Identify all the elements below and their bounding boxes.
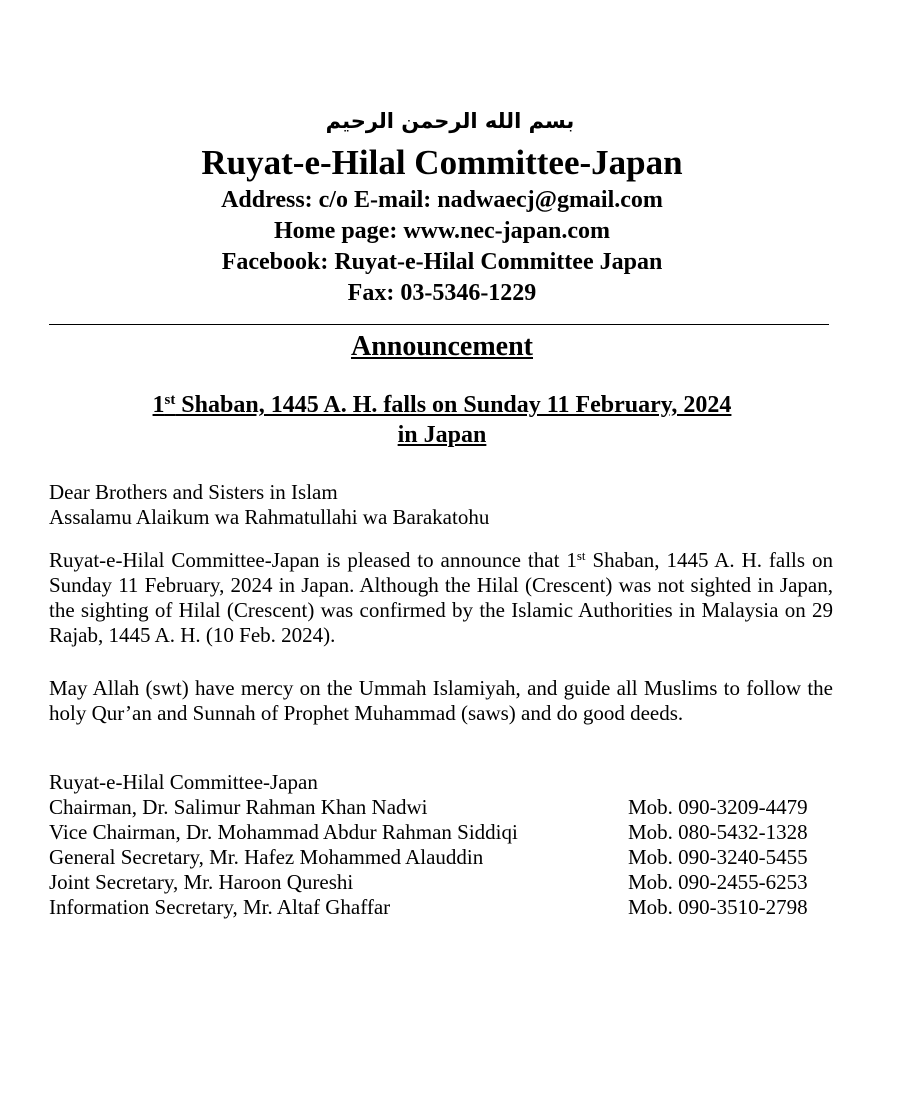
paragraph-rest: Shaban, 1445 A. H. falls on Sunday 11 February, 2024 in Japan. Although the Hilal (Crescent) was not sighted in Japan, the sighting of Hilal (Crescent) was confirmed by the Islamic Authorities in Malaysia on 29 Rajab, 1445 A. H. (10 Feb. 2024).: [49, 548, 833, 647]
date-heading-rest: Shaban, 1445 A. H. falls on Sunday 11 February, 2024: [175, 392, 732, 418]
member-role: General Secretary, Mr. Hafez Mohammed Alauddin: [49, 845, 484, 869]
homepage-line: Home page: www.nec-japan.com: [274, 218, 610, 244]
member-phone: Mob. 080-5432-1328: [628, 820, 808, 844]
member-row: [49, 870, 833, 895]
greeting: [49, 480, 833, 530]
member-role: Vice Chairman, Dr. Mohammad Abdur Rahman Siddiqi: [49, 820, 518, 844]
date-heading: [0, 390, 884, 450]
member-row: [49, 795, 833, 820]
header-divider: [49, 324, 829, 325]
committee-name: Ruyat-e-Hilal Committee-Japan: [49, 770, 318, 794]
member-row: [49, 820, 833, 845]
address-line: Address: c/o E-mail: nadwaecj@gmail.com: [221, 187, 663, 213]
date-heading-line-2: in Japan: [397, 422, 487, 448]
letterhead: [0, 141, 884, 309]
bismillah-text: بسم الله الرحمن الرحيم: [325, 109, 575, 133]
member-role: Chairman, Dr. Salimur Rahman Khan Nadwi: [49, 795, 428, 819]
prayer-paragraph: May Allah (swt) have mercy on the Ummah Islamiyah, and guide all Muslims to follow the holy Qur’an and Sunnah of Prophet Muhammad (saws) and do good deeds.: [49, 676, 833, 725]
member-role: Information Secretary, Mr. Altaf Ghaffar: [49, 895, 391, 919]
member-phone: Mob. 090-3510-2798: [628, 895, 808, 919]
member-phone: Mob. 090-2455-6253: [628, 870, 808, 894]
member-row: [49, 895, 833, 920]
greeting-line-1: Dear Brothers and Sisters in Islam: [49, 480, 338, 504]
member-phone: Mob. 090-3240-5455: [628, 845, 808, 869]
date-ordinal-suffix: st: [164, 391, 176, 408]
greeting-line-2: Assalamu Alaikum wa Rahmatullahi wa Barakatohu: [49, 505, 490, 529]
member-role: Joint Secretary, Mr. Haroon Qureshi: [49, 870, 354, 894]
announcement-paragraph: [49, 548, 833, 648]
paragraph-ordinal-suffix: st: [576, 547, 586, 563]
member-row: [49, 845, 833, 870]
member-phone: Mob. 090-3209-4479: [628, 795, 808, 819]
date-heading-line-1: [0, 390, 884, 420]
committee-signoff: [49, 770, 833, 920]
org-title: Ruyat-e-Hilal Committee-Japan: [201, 143, 683, 182]
fax-line: Fax: 03-5346-1229: [347, 280, 537, 306]
date-day-number: 1: [152, 392, 165, 418]
announcement-heading: Announcement: [350, 331, 533, 362]
paragraph-start: Ruyat-e-Hilal Committee-Japan is pleased to announce that 1: [49, 548, 577, 572]
facebook-line: Facebook: Ruyat-e-Hilal Committee Japan: [221, 249, 663, 275]
